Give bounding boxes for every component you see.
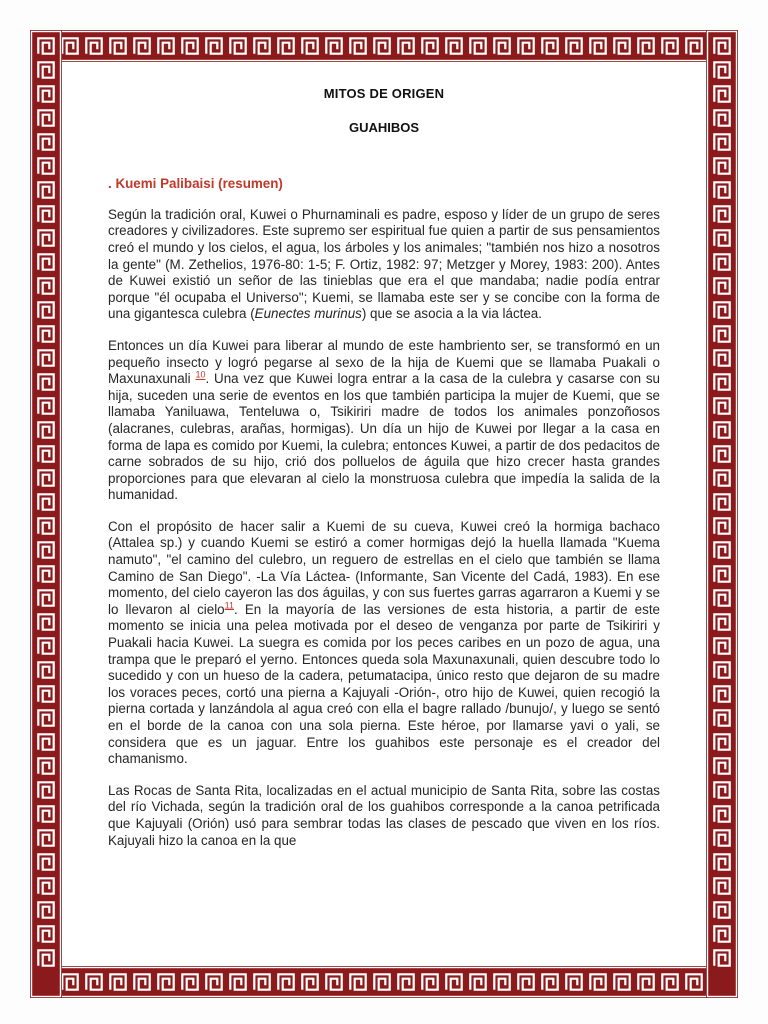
paragraph-2-text-a: Entonces un día Kuwei para liberar al mundo de este hambriento ser, se transformó en un pequeño insecto y logró pegarse al sexo de la hija de Kuemi que se llamaba Puakali o Maxunaxunali [108,337,660,387]
section-heading: . Kuemi Palibaisi (resumen) [108,176,283,192]
paragraph-4-text: Las Rocas de Santa Rita, localizadas en el actual municipio de Santa Rita, sobre las costas del río Vichada, según la tradición oral de los guahibos corresponde a la canoa petrificada que Kajuyali (Orión) usó para sembrar todas las clases de pescado que viven en los ríos. Kajuyali hizo la canoa en la que [108,782,660,848]
paragraph-3 [108,519,660,768]
footnote-ref-11[interactable]: 11 [224,600,234,611]
paragraph-1 [108,207,660,323]
paragraph-2 [108,338,660,504]
footnote-ref-10[interactable]: 10 [195,369,206,380]
greek-key-border-top [30,30,738,62]
paragraph-2-text-b: . Una vez que Kuwei logra entrar a la casa de la culebra y casarse con su hija, suceden una serie de eventos en los que también participa la mujer de Kuemi, que se llamaba Yaniluawa, Tenteluwa o, Tsikiriri madre de todos los animales ponzoñosos (alacranes, culebras, arañas, hormigas). Un día un hijo de Kuwei por llegar a la casa en forma de lapa es comido por Kuemi, la culebra; entonces Kuwei, a partir de dos pedacitos de carne sobrados de su hijo, crió dos polluelos de águila que hizo crecer hasta grandes proporciones para que elevaran al cielo la monstruosa culebra que impedía la salida de la humanidad. [108,371,660,503]
paragraph-1-text-b: ) que se asocia a la via láctea. [361,306,542,322]
paragraph-1-text-a: Según la tradición oral, Kuwei o Phurnaminali es padre, esposo y líder de un grupo de seres creadores y civilizadores. Este supremo ser espiritual fue quien a partir de sus pensamientos creó el mundo y los cielos, el agua, los árboles y los animales; "también nos hizo a nosotros la gente" (M. Zethelios, 1976-80: 1-5; F. Ortiz, 1982: 97; Metzger y Morey, 1983: 200). Antes de Kuwei existió un señor de las tinieblas que era el que mandaba; nadie podía entrar porque "él ocupaba el Universo"; Kuemi, se llamaba este ser y se concibe con la forma de una gigantesca culebra ( [108,206,660,322]
document-subtitle: GUAHIBOS [348,119,420,135]
paragraph-3-text-a: Con el propósito de hacer salir a Kuemi de su cueva, Kuwei creó la hormiga bachaco (Attalea sp.) y cuando Kuemi se estiró a comer hormigas dejó la huella llamada "Kuema namuto", "el camino del culebro, un reguero de estrellas en el cielo que también se llama Camino de San Diego". -La Vía Láctea- (Informante, San Vicente del Cadá, 1983). En ese momento, del cielo cayeron las dos águilas, y con sus fuertes garras agarraron a Kuemi y se lo llevaron al cielo [108,518,660,617]
paragraph-3-text-b: . En la mayoría de las versiones de esta historia, a partir de este momento se inicia una pelea motivada por el deseo de venganza por parte de Tsikiriri y Puakali hacia Kuwei. La suegra es comida por los peces caribes en un pozo de agua, una trampa que le preparó el yerno. Entonces queda sola Maxunaxunali, quien descubre todo lo sucedido y con un hueso de la cadera, petumatacipa, único resto que dejaron de su madre los voraces peces, cortó una pierna a Kajuyali -Orión-, otro hijo de Kuwei, quien recogió la pierna cortada y lanzándola al agua creó con ella el bagre rallado /bunujo/, y luego se sentó en el borde de la canoa con una sola pierna. Este héroe, por llamarse yavi o yali, se considera que es un jaguar. Entre los guahibos este personaje es el creador del chamanismo. [108,601,660,767]
greek-key-border-bottom [30,966,738,998]
document-title: MITOS DE ORIGEN [323,86,445,101]
document-body [108,82,660,849]
greek-key-border-left [30,30,62,998]
paragraph-4 [108,783,660,849]
greek-key-border-right [706,30,738,998]
species-name: Eunectes murinus [254,306,362,322]
